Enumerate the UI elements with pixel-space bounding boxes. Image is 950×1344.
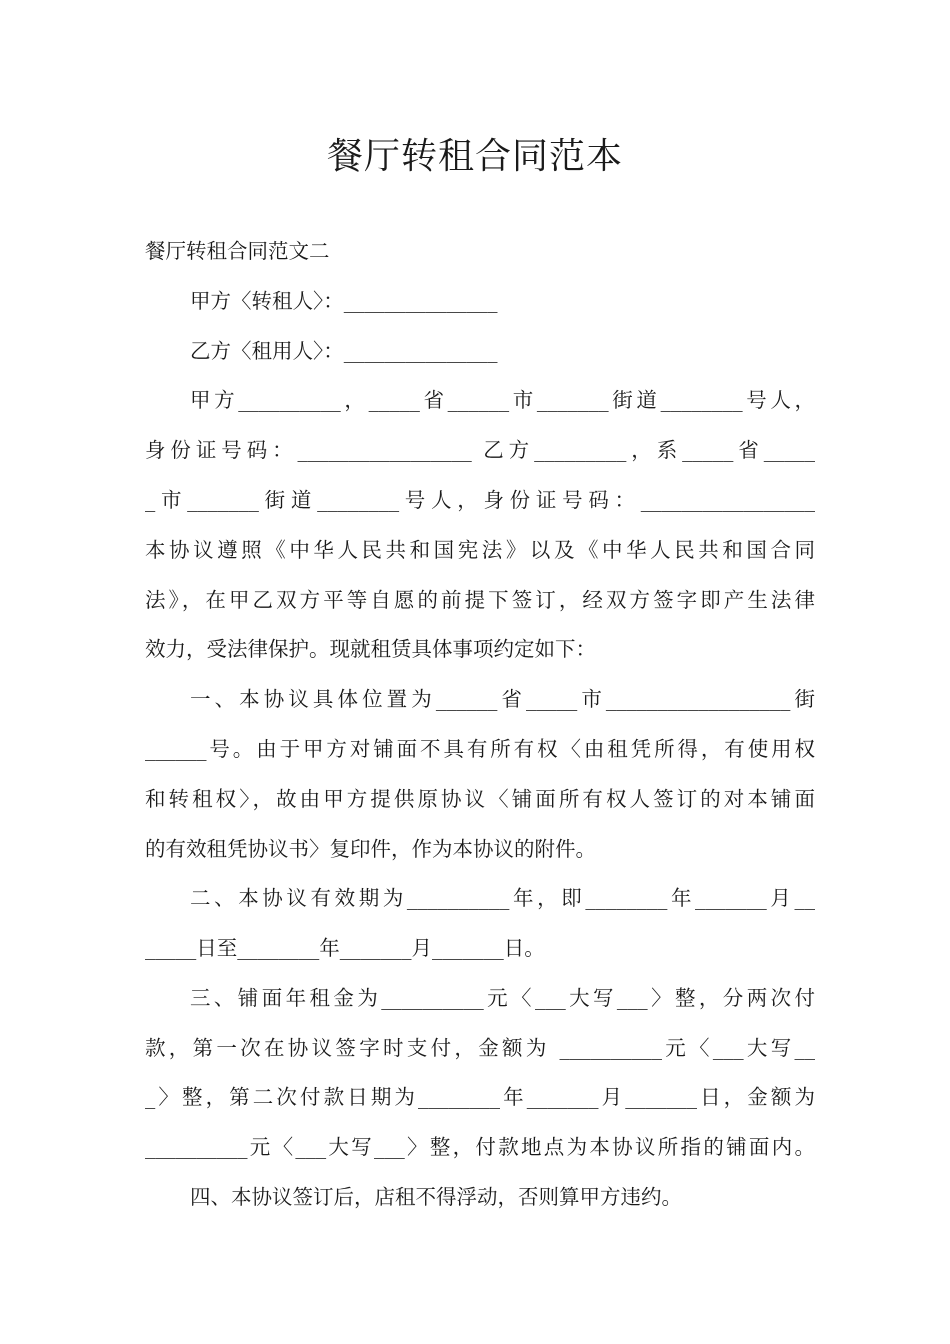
clause-1-line: 和转租权〉，故由甲方提供原协议〈铺面所有权人签订的对本铺面	[145, 787, 815, 811]
paragraph-line: 效力，受法律保护。现就租赁具体事项约定如下：	[145, 637, 596, 661]
clause-3-line: 三、铺面年租金为__________元〈___大写___〉整，分两次付	[190, 986, 815, 1010]
clause-1-line: ______号。由于甲方对铺面不具有所有权〈由租凭所得，有使用权	[145, 737, 815, 761]
party-b-line: 乙方〈租用人〉：_______________	[190, 339, 498, 363]
paragraph-line: _市_______街道________号人，身份证号码：_________________	[145, 488, 815, 512]
paragraph-line: 法》，在甲乙双方平等自愿的前提下签订，经双方签字即产生法律	[145, 588, 815, 612]
clause-4-line: 四、本协议签订后，店租不得浮动，否则算甲方违约。	[190, 1185, 682, 1209]
document-title: 餐厅转租合同范本	[326, 136, 623, 177]
paragraph-line: 身份证号码：_________________ 乙方_________，系_____省_____	[145, 438, 815, 462]
party-a-line: 甲方〈转租人〉：_______________	[190, 289, 498, 313]
clause-3-line: __________元〈___大写___〉整，付款地点为本协议所指的铺面内。	[145, 1135, 815, 1159]
clause-2-line: _____日至________年_______月_______日。	[145, 936, 545, 960]
clause-2-line: 二、本协议有效期为__________年，即________年_______月__	[190, 886, 815, 910]
clause-1-line: 的有效租凭协议书〉复印件，作为本协议的附件。	[145, 837, 596, 861]
paragraph-line: 本协议遵照《中华人民共和国宪法》以及《中华人民共和国合同	[145, 538, 815, 562]
clause-3-line: 款，第一次在协议签字时支付，金额为 __________元〈___大写__	[145, 1036, 815, 1060]
section-heading: 餐厅转租合同范文二	[145, 239, 330, 263]
clause-3-line: _〉整，第二次付款日期为________年_______月_______日，金额为	[145, 1085, 815, 1109]
clause-1-line: 一、本协议具体位置为______省_____市__________________街	[190, 687, 815, 711]
paragraph-line: 甲方__________，_____省______市_______街道________号人，	[190, 388, 815, 412]
